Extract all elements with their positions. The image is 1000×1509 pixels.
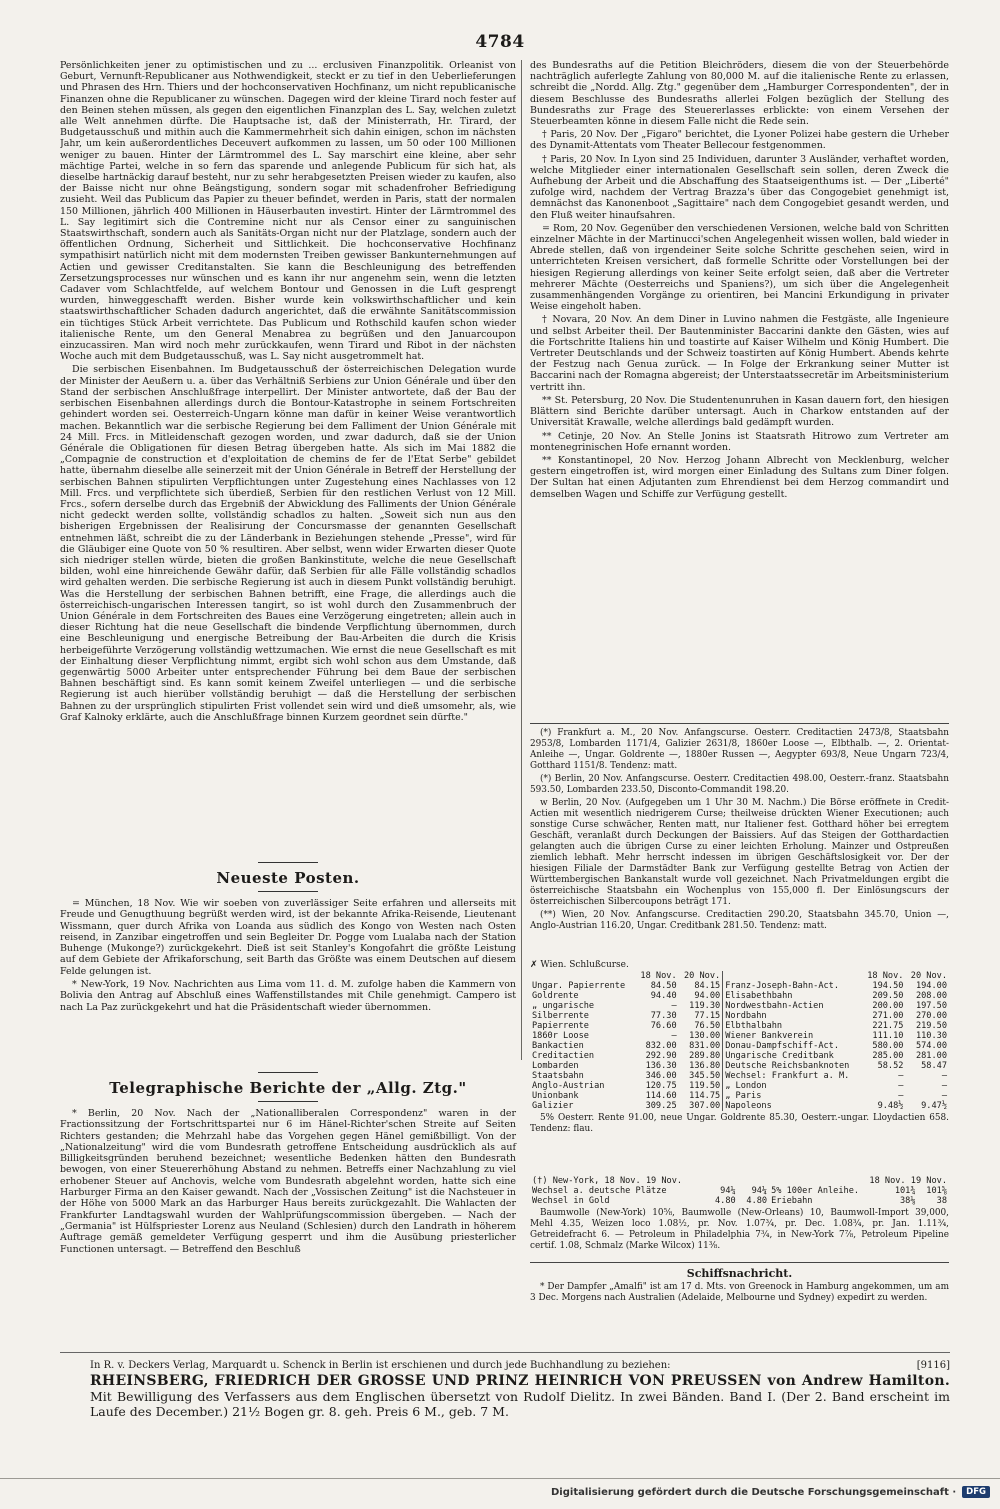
column-header (530, 971, 635, 981)
table-cell: 111.10 (872, 1031, 904, 1041)
wien-quotes-table (530, 971, 949, 1111)
neueste-posten-heading: Neueste Posten. (216, 869, 360, 887)
table-cell: 119.30 (689, 1001, 721, 1011)
neueste-posten-section (60, 858, 516, 1015)
table-cell: Elisabethbahn (723, 991, 862, 1001)
column-header: 20 Nov. (683, 971, 721, 981)
table-row (530, 1011, 949, 1021)
table-cell: Donau-Dampfschiff-Act. (723, 1041, 862, 1051)
news-item-newyork: * New-York, 19 Nov. Nachrichten aus Lima vom 11. d. M. zufolge haben die Kammern von Bolivia den Antrag auf Abschluß eines Waffenstillstandes mit Chile genehmigt. Campero ist nach La Paz zurückgekehrt und hat die Präsidentschaft wieder übernommen. (60, 979, 516, 1013)
table-cell: 110.30 (915, 1031, 947, 1041)
table-cell: — (941, 1081, 947, 1091)
table-cell: Papierrente (532, 1021, 589, 1031)
ship-section (530, 1266, 949, 1306)
market-frankfurt: (*) Frankfurt a. M., 20 Nov. Anfangscurse. Oesterr. Creditactien 2473/8, Staatsbahn 2953/8, Lombarden 1171/4, Galizier 2631/8, 1860er Loose —, Elbthalb. —, 2. Orientat-Anleihe —, Ungar. Goldrente —, 1880er Russen —, Aegypter 693/8, Neue Ungarn 723/4, Gotthard 1151/8. Tendenz: matt. (530, 728, 949, 771)
table-cell: 197.50 (915, 1001, 947, 1011)
table-cell: 307.00 (689, 1101, 721, 1111)
market-rule (530, 723, 949, 724)
table-cell: — (671, 1031, 677, 1041)
news-item-cetinje: ** Cetinje, 20 Nov. An Stelle Jonins ist Staatsrath Hitrowo zum Vertreter am montenegrinischen Hofe ernannt worden. (530, 430, 949, 453)
table-cell: 270.00 (915, 1011, 947, 1021)
footer (60, 1486, 990, 1498)
column-header: 20 Nov. (910, 971, 947, 981)
market-section (530, 728, 949, 934)
table-row (530, 981, 949, 991)
newyork-commodities: Baumwolle (New-York) 10⅝, Baumwolle (New-Orleans) 10, Baumwoll-Import 39,000, Mehl 4.35, Weizen loco 1.08½, pr. Nov. 1.07¾, pr. Dec. 1.08¾, pr. Jan. 1.11¾, Getreidefracht 6. — Petroleum in Philadelphia 7¾, in New-York 7⅞, Petroleum Pipeline certif. 1.08, Schmalz (Marke Wilcox) 11⅜. (530, 1208, 949, 1251)
table-cell: 38⅛ (900, 1196, 916, 1206)
table-cell: Creditactien (532, 1051, 595, 1061)
table-row (530, 1196, 949, 1206)
table-row (530, 1061, 949, 1071)
table-cell: 289.80 (689, 1051, 721, 1061)
table-cell: Wechsel in Gold (532, 1196, 610, 1206)
table-cell: 84.50 (650, 981, 677, 991)
news-item-novara: † Novara, 20 Nov. An dem Diner in Luvino nahmen die Festgäste, alle Ingenieure und selbst Arbeiter theil. Der Bautenminister Baccarini dankte den Gästen, wies auf die Fortschritte Italiens hin und toastirte auf Kaiser Wilhelm und König Humbert. Die Vertreter Deutschlands und der Schweiz toastirten auf König Humbert. Abends kehrte der Festzug nach Genua zurück. — In Folge der Erkrankung seiner Mutter ist Baccarini nach der Romagna abgereist; der Unterstaatssecretär im Arbeitsministerium vertritt ihn. (530, 314, 949, 393)
column-header: 18 Nov. (640, 971, 677, 981)
table-cell: 101⅝ (926, 1186, 947, 1196)
table-cell: 5% 100er Anleihe. (771, 1186, 860, 1196)
table-cell: 136.30 (645, 1061, 677, 1071)
table-cell: 309.25 (645, 1101, 677, 1111)
table-cell: 94¼ (720, 1186, 736, 1196)
table-cell: Napoleons (723, 1101, 862, 1111)
table-cell: — (941, 1071, 947, 1081)
advertisement-details: Mit Bewilligung des Verfassers aus dem Englischen übersetzt von Rudolf Dielitz. In zwei Bänden. Band I. (Der 2. Band erscheint im Laufe des December.) 21½ Bogen gr. 8. geh. Preis 6 M., geb. 7 M. (90, 1389, 950, 1419)
table-cell: 1860r Loose (532, 1031, 589, 1041)
table-cell: Staatsbahn (532, 1071, 584, 1081)
news-item-rom: = Rom, 20 Nov. Gegenüber den verschiedenen Versionen, welche bald von Schritten einzelner Mächte in der Martinucci'schen Angelegenheit wissen wollen, bald wieder in Abrede stellen, daß von irgendeiner Seite solche Schritte geschehen seien, wird in unterrichteten Kreisen versichert, daß formelle Schritte oder Vorstellungen bei der hiesigen Regierung allerdings von keiner Seite erfolgt seien, daß aber die Vertreter mehrerer Mächte (Oesterreichs und Spaniens?), um sich über die Angelegenheit zusammenhängenden Vorgänge zu orientiren, bei Mancini Erkundigung in privater Weise eingeholt haben. (530, 222, 949, 313)
table-row (530, 1071, 949, 1081)
wien-footnote: 5% Oesterr. Rente 91.00, neue Ungar. Goldrente 85.30, Oesterr.-ungar. Lloydactien 658. Tendenz: flau. (530, 1113, 949, 1134)
table-cell: 832.00 (645, 1041, 677, 1051)
table-cell: 4.80 (746, 1196, 768, 1206)
table-cell: 94.40 (650, 991, 677, 1001)
table-row (530, 1091, 949, 1101)
table-cell: — (671, 1001, 677, 1011)
market-berlin-report: w Berlin, 20 Nov. (Aufgegeben um 1 Uhr 30 M. Nachm.) Die Börse eröffnete in Credit-Actien mit wesentlich niedrigerem Curse; theilweise drückten Wiener Executionen; auch sonstige Curse schwächer, Renten matt, nur Italiener fest. Gotthard höher bei erregtem Geschäft, veranlaßt durch Deckungen der Baissiers. Auf das Steigen der Gotthardactien gelangten auch die übrigen Curse zu einer leichten Erholung. Mainzer und Ostpreußen ziemlich lebhaft. Mehr herrscht indessen im übrigen Geschäftslosigkeit vor. Der der hiesigen Filiale der Darmstädter Bank zur Verfügung gestellte Betrag von Actien der Württembergischen Bankanstalt wurde voll gezeichnet. Nach Privatmeldungen ergibt die österreichische Staatsbahn ein Wochenplus von 155,000 fl. Der Einlösungscurs der österreichischen Silbercoupons beträgt 171. (530, 798, 949, 907)
table-cell: 346.00 (645, 1071, 677, 1081)
table-cell: Silberrente (532, 1011, 589, 1021)
table-cell: 101¾ (894, 1186, 916, 1196)
table-cell: 271.00 (872, 1011, 904, 1021)
table-cell: Deutsche Reichsbanknoten (723, 1061, 862, 1071)
table-cell: Nordbahn (723, 1011, 862, 1021)
newyork-title-right: 18 Nov. 19 Nov. (869, 1176, 947, 1186)
table-cell: Ungarische Creditbank (723, 1051, 862, 1061)
table-cell: 194.50 (872, 981, 904, 991)
table-row (530, 1001, 949, 1011)
table-cell: 208.00 (915, 991, 947, 1001)
news-item-paris-1: † Paris, 20 Nov. Der „Figaro" berichtet, die Lyoner Polizei habe gestern die Urheber des Dynamit-Attentats vom Theater Bellecour festgenommen. (530, 129, 949, 152)
table-cell: Unionbank (532, 1091, 579, 1101)
table-row (530, 1186, 949, 1196)
table-cell: 209.50 (872, 991, 904, 1001)
table-cell: 345.50 (689, 1071, 721, 1081)
news-item-paris-2: † Paris, 20 Nov. In Lyon sind 25 Individuen, darunter 3 Ausländer, verhaftet worden, welche Mitglieder einer internationalen Gesellschaft sein sollen, deren Zweck die Aufhebung der Arbeit und die Abschaffung des Staatseigenthums ist. — Der „Liberté" zufolge wird, nachdem der Vertrag Brazza's über das Congogebiet genehmigt ist, demnächst das Kanonenboot „Sagittaire" nach dem Congogebiet gesandt werden, und den Fluß weiter hinaufsahren. (530, 153, 949, 221)
table-cell: Wechsel: Frankfurt a. M. (723, 1071, 862, 1081)
table-cell: „ Paris (723, 1091, 862, 1101)
newyork-quotes-table (530, 1176, 949, 1206)
newyork-title: (†) New-York, 18 Nov. 19 Nov. (532, 1176, 683, 1186)
table-cell: 120.75 (645, 1081, 677, 1091)
table-cell: 580.00 (872, 1041, 904, 1051)
table-row (530, 1081, 949, 1091)
table-row (530, 1031, 949, 1041)
bundesrath-paragraph: des Bundesraths auf die Petition Bleichröders, diesem die von der Steuerbehörde nachträglich auferlegte Zahlung von 80,000 M. auf die italienische Rente zu erlassen, schreibt die „Nordd. Allg. Ztg." gegenüber dem „Hamburger Correspondenten", der in diesem Beschlusse des Bundesraths allerlei Folgen bezüglich der Stellung des Bundesraths zur Frage des Steuererlasses erblickte: von einem Versehen der Steuerbeamten könne in diesem Falle nicht die Rede sein. (530, 60, 949, 128)
table-row (530, 1051, 949, 1061)
table-cell: 4.80 (714, 1196, 736, 1206)
table-cell: 221.75 (872, 1021, 904, 1031)
table-cell: 574.00 (915, 1041, 947, 1051)
table-cell: 281.00 (915, 1051, 947, 1061)
table-cell: 831.00 (689, 1041, 721, 1051)
ship-rule (530, 1262, 949, 1263)
ship-text: * Der Dampfer „Amalfi" ist am 17 d. Mts. von Greenock in Hamburg angekommen, um am 3 Dec. Morgens nach Australien (Adelaide, Melbourne und Sydney) expedirt zu werden. (530, 1282, 949, 1303)
section-rule (258, 862, 318, 863)
table-header-row (530, 1176, 949, 1186)
table-cell: 58.47 (921, 1061, 947, 1071)
table-cell: 77.30 (650, 1011, 677, 1021)
newyork-quotes (530, 1176, 949, 1254)
table-row (530, 1101, 949, 1111)
table-cell: 77.15 (694, 1011, 721, 1021)
table-cell: Anglo-Austrian (532, 1081, 605, 1091)
table-cell: — (898, 1081, 904, 1091)
column-divider (521, 60, 522, 1060)
table-cell: 285.00 (872, 1051, 904, 1061)
table-cell: „ ungarische (532, 1001, 595, 1011)
table-cell: 200.00 (872, 1001, 904, 1011)
section-rule (258, 1101, 318, 1102)
table-cell: Wechsel a. deutsche Plätze (532, 1186, 667, 1196)
left-column (60, 60, 516, 848)
table-row (530, 1021, 949, 1031)
table-cell: 58.52 (877, 1061, 904, 1071)
footer-rule (0, 1478, 1000, 1479)
advertisement-intro: In R. v. Deckers Verlag, Marquardt u. Schenck in Berlin ist erschienen und durch jede Buchhandlung zu beziehen: (90, 1360, 671, 1371)
table-cell: Ungar. Papierrente (532, 981, 626, 991)
right-column (530, 60, 949, 720)
wien-quotes-title: ✗ Wien. Schlußcurse. (530, 960, 629, 970)
wien-quotes (530, 960, 949, 1137)
table-cell: 94.00 (694, 991, 721, 1001)
table-cell: 219.50 (915, 1021, 947, 1031)
table-cell: Goldrente (532, 991, 579, 1001)
table-cell: 9.48½ (877, 1101, 904, 1111)
telegraph-berlin-paragraph: * Berlin, 20 Nov. Nach der „Nationalliberalen Correspondenz" waren in der Fractionssitzung der Fortschrittspartei nur 6 im Hänel-Richter'schen Streite auf Seiten Richters gestanden; die Mehrzahl habe das Vorgehen gegen Hänel gemißbilligt. Von der „Nationalzeitung" wird die vom Bundesrath getroffene Entscheidung ausdrücklich als auf Billigkeitsgründen beruhend bezeichnet; wesentliche Bedenken hätten den Bundesrath bewogen, von einer Steuererhöhung Abstand zu nehmen. Betreffs einer Nachzahlung zu viel erhobener Steuer auf Anchovis, welche vom Bundesrath abgelehnt worden, hatte sich eine Harburger Firma an den Kaiser gewandt. Nach der „Vossischen Zeitung" ist die Nachsteuer in der Höhe von 5000 Mark an das Harburger Haus bereits zurückgezahlt. Die Wahlacten der Frankfurter Landtagswahl wurden der Wahlprüfungscommission übergeben. — Nach der „Germania" ist Hülfspriester Lorenz aus Neuland (Schlesien) durch den Landrath in höherem Auftrage gemäß gemeldeter Verfügung gesperrt und ihm die Ausübung priesterlicher Functionen untersagt. — Betreffend den Beschluß (60, 1108, 516, 1255)
table-row (530, 1041, 949, 1051)
advertisement-title: RHEINSBERG, FRIEDRICH DER GROSSE UND PRINZ HEINRICH VON PREUSSEN von Andrew Hamilton. (90, 1373, 950, 1389)
table-cell: — (898, 1071, 904, 1081)
advertisement (90, 1358, 950, 1419)
finance-article-paragraph: Persönlichkeiten jener zu optimistischen und zu ... erclusiven Finanzpolitik. Orleanist von Geburt, Vernunft-Republicaner aus Nothwendigkeit, steckt er zu tief in den Ueberlieferungen und Phrasen des Hrn. Thiers und der hochconservativen Hochfinanz, um nicht republicanische Finanzen ohne die Republicaner zu wünschen. Dagegen wird der kleine Tirard noch fester auf den Beinen stehen müssen, als gegen den eigentlichen Finanzplan des L. Say, welchen zuletzt alle Welt annehmen dürfte. Die Hauptsache ist, daß der Ministerrath, Hr. Tirard, der Budgetausschuß und mithin auch die Kammermehrheit sich dahin einigen, schon im nächsten Jahr, um kein außerordentliches Deceuvert aufkommen zu lassen, um 50 oder 100 Millionen weniger zu bauen. Hinter der Lärmtrommel des L. Say marschirt eine kleine, aber sehr mächtige Partei, welche in so fern das sparende und anlegende Publicum für sich hat, als dieselbe hartnäckig darauf besteht, nur zu sehr herabgesetzten Preisen wieder zu kaufen, also der Baisse nicht nur ohne Beängstigung, sondern sogar mit schadenfroher Befriedigung zusieht. Weil das Publicum das Papier zu theuer befindet, werden in Paris, statt der normalen 150 Millionen, jährlich 400 Millionen in Häuserbauten investirt. Hinter der Lärmtrommel des L. Say legitimirt sich die Contremine nicht nur als Censor einer zu sanguinischen Staatswirthschaft, sondern auch als Sanitäts-Organ nicht nur der Platzlage, sondern auch der öffentlichen Ordnung, Sicherheit und Sittlichkeit. Die hochconservative Hochfinanz sympathisirt natürlich nicht mit dem modernsten Treiben gewisser Bankunternehmungen auf Actien und gewisser Creditanstalten. Sie kann die Beschleunigung des betreffenden Zersetzungsprocesses nur wünschen und es kann ihr nur angenehm sein, wenn die letzten Cadaver vom Schlachtfelde, auf welchem Bontour und Genossen in die Luft gesprengt wurden, hinweggeschafft werden. Bisher wurde kein volkswirthschaftlicher und kein staatswirthschaftlicher Schaden dadurch angerichtet, daß die erwähnte Sanitätscommission ein tüchtiges Stück Arbeit verrichtete. Das Publicum und Rothschild kaufen schon wieder italienische Rente, um den General Menabrea zu begrüßen und den Januarcoupon einzucassiren. Man wird noch mehr zurückkaufen, wenn Tirard und Ribot in der nächsten Woche auch mit dem Budgetausschuß, was L. Say nicht ausgetrommelt hat. (60, 60, 516, 363)
table-cell: Franz-Joseph-Bahn-Act. (723, 981, 862, 991)
section-rule (258, 891, 318, 892)
table-cell: 94¼ (751, 1186, 768, 1196)
table-cell: „ London (723, 1081, 862, 1091)
serbian-railways-paragraph: Die serbischen Eisenbahnen. Im Budgetausschuß der österreichischen Delegation wurde der Minister der Aeußern u. a. über das Verhältniß Serbiens zur Union Générale und über den Stand der serbischen Anschlußfrage interpellirt. Der Minister antwortete, daß der Bau der serbischen Eisenbahnen allerdings durch die Bontour-Katastrophe in seinem Fortschreiten gehindert worden sei. Oesterreich-Ungarn könne man dafür in keiner Weise verantwortlich machen. Bekanntlich war die serbische Regierung bei dem Falliment der Union Générale mit 24 Mill. Frcs. in Mitleidenschaft gezogen worden, und zwar dadurch, daß sie der Union Générale die Obligationen für diesen Betrag übergeben hatte. Als sich im Mai 1882 die „Compagnie de construction et d'exploitation de chemins de fer de l'Etat Serbe" gebildet hatte, übernahm dieselbe alle seinerzeit mit der Union Générale in Betreff der Herstellung der serbischen Bahnen stipulirten Verpflichtungen unter Zugestehung eines Nachlasses von 12 Mill. Frcs. und verpflichtete sich überdieß, Serbien für den restlichen Verlust von 12 Mill. Frcs., sofern derselbe durch das Ergebniß der Abwicklung des Falliments der Union Générale nicht gedeckt werden sollte, vollständig schadlos zu halten. „Soweit sich nun aus den bisherigen Ergebnissen der Realisirung der Concursmasse der genannten Gesellschaft entnehmen läßt, schreibt die zu der Länderbank in Beziehungen stehende „Presse", wird für die Gläubiger eine Quote von 50 % resultiren. Aber selbst, wenn wider Erwarten dieser Quote sich niedriger stellen würde, bieten die großen Bankinstitute, welche die neue Gesellschaft bilden, wohl eine hinreichende Gewähr dafür, daß Serbien für alle Fälle vollständig schadlos wird gehalten werden. Die serbische Regierung ist auch in diesem Punkt vollständig beruhigt. Was die Herstellung der serbischen Bahnen betrifft, eine Frage, die allerdings auch die österreichisch-ungarischen Interessen tangirt, so ist wohl durch den Zusammenbruch der Union Générale in dem Fortschreiten des Baues eine Verzögerung eingetreten; allein auch in dieser Richtung hat die neue Gesellschaft die bindende Verpflichtung übernommen, durch eine Beschleunigung und energische Betreibung der Bau-Arbeiten die durch die Krisis herbeigeführte Verzögerung vollständig wettzumachen. Wie ernst die neue Gesellschaft es mit der Einhaltung dieser Verpflichtung nimmt, ergibt sich wohl schon aus dem Umstande, daß gegenwärtig 5000 Arbeiter unter entsprechender Führung bei dem Baue der serbischen Bahnen beschäftigt sind. Es kann somit keinem Zweifel unterliegen — und die serbische Regierung ist auch hierüber vollständig beruhigt — daß die Herstellung der serbischen Bahnen zu der ursprünglich stipulirten Frist vollendet sein wird und dieß umsomehr, als, wie Graf Kalnoky erklärte, auch die Anschlußfrage binnen Kurzem geordnet sein dürfte." (60, 364, 516, 723)
telegraph-heading: Telegraphische Berichte der „Allg. Ztg." (109, 1079, 467, 1097)
column-header (723, 971, 862, 981)
ship-heading: Schiffsnachricht. (686, 1267, 793, 1280)
table-cell: Lombarden (532, 1061, 579, 1071)
table-cell: 84.15 (694, 981, 721, 991)
table-cell: Galizier (532, 1101, 574, 1111)
table-cell: 76.50 (694, 1021, 721, 1031)
news-item-munich: = München, 18 Nov. Wie wir soeben von zuverlässiger Seite erfahren und allerseits mit Freude und Genugthuung begrüßt werden wird, ist der bekannte Afrika-Reisende, Lieutenant Wissmann, quer durch Afrika von Loanda aus südlich des Kongo von Westen nach Osten reisend, in Zanzibar eingetroffen und sein Begleiter Dr. Pogge vom Lualaba nach der Station Buhenge (Mukonge?) zurückgekehrt. Dieß ist seit Stanley's Kongofahrt die größte Leistung auf dem Gebiete der Afrikaforschung, seit Barth das Größte was einem Deutschen auf diesem Felde gelungen ist. (60, 898, 516, 977)
table-cell: Bankactien (532, 1041, 584, 1051)
table-cell: — (898, 1091, 904, 1101)
table-cell: Eriebahn (771, 1196, 813, 1206)
table-cell: 9.47½ (921, 1101, 947, 1111)
table-cell: 292.90 (645, 1051, 677, 1061)
table-cell: Elbthalbahn (723, 1021, 862, 1031)
page-number: 4784 (475, 32, 525, 52)
news-item-konstantinopel: ** Konstantinopel, 20 Nov. Herzog Johann Albrecht von Mecklenburg, welcher gestern eingetroffen ist, wird morgen einer Einladung des Sultans zum Diner folgen. Der Sultan hat einen Adjutanten zum Ehrendienst bei dem Herzog commandirt und demselben Wagen und Schiffe zur Verfügung gestellt. (530, 454, 949, 500)
table-cell: 76.60 (650, 1021, 677, 1031)
table-cell: — (941, 1091, 947, 1101)
table-cell: 38 (936, 1196, 947, 1206)
table-cell: 194.00 (915, 981, 947, 991)
telegraph-section (60, 1068, 516, 1257)
advertisement-rule (60, 1352, 950, 1353)
advertisement-ref: [9116] (916, 1360, 950, 1371)
market-wien-opening: (**) Wien, 20 Nov. Anfangscurse. Creditactien 290.20, Staatsbahn 345.70, Union —, Anglo-Austrian 116.20, Ungar. Creditbank 281.50. Tendenz: matt. (530, 910, 949, 931)
section-rule (258, 1072, 318, 1073)
table-header-row (530, 971, 949, 981)
table-cell: 130.00 (689, 1031, 721, 1041)
table-row (530, 991, 949, 1001)
market-berlin-opening: (*) Berlin, 20 Nov. Anfangscurse. Oesterr. Creditactien 498.00, Oesterr.-franz. Staatsbahn 593.50, Lombarden 233.50, Disconto-Commandit 198.20. (530, 774, 949, 795)
table-cell: Nordwestbahn-Actien (723, 1001, 862, 1011)
column-header: 18 Nov. (867, 971, 904, 981)
table-cell: 119.50 (689, 1081, 721, 1091)
table-cell: Wiener Bankverein (723, 1031, 862, 1041)
table-cell: 114.60 (645, 1091, 677, 1101)
footer-credit: Digitalisierung gefördert durch die Deutsche Forschungsgemeinschaft · (551, 1486, 957, 1498)
news-item-petersburg: ** St. Petersburg, 20 Nov. Die Studentenunruhen in Kasan dauern fort, den hiesigen Blättern sind Berichte darüber untersagt. Auch in Charkow entstanden auf der Universität Krawalle, welche allerdings bald gedämpft wurden. (530, 394, 949, 429)
dfg-logo: DFG (962, 1486, 990, 1498)
table-cell: 136.80 (689, 1061, 721, 1071)
table-cell: 114.75 (689, 1091, 721, 1101)
